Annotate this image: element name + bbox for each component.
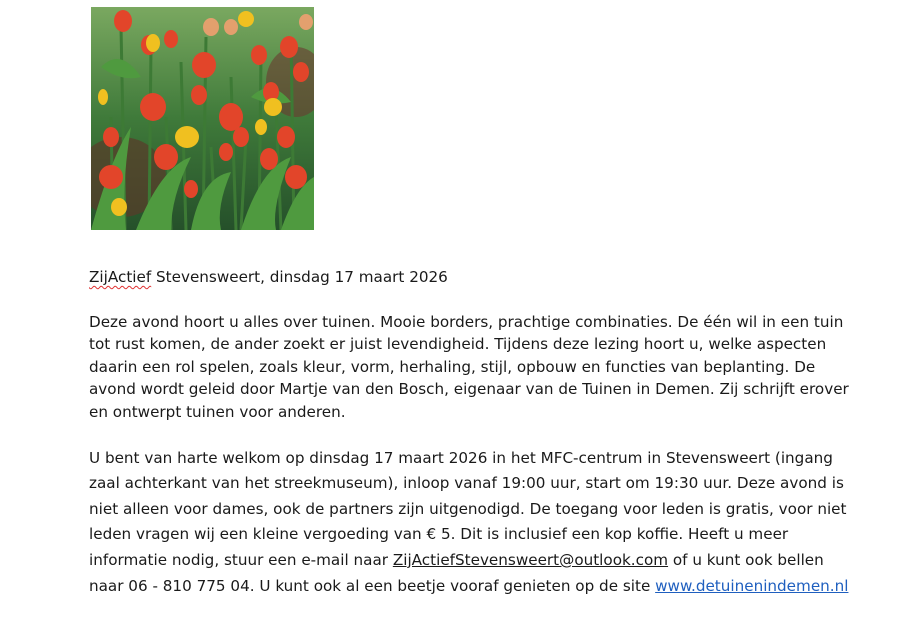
paragraph-line: en ontwerpt tuinen voor anderen. — [89, 402, 346, 421]
tulip-photo-icon — [91, 7, 314, 230]
website-link[interactable]: www.detuinenindemen.nl — [655, 576, 849, 595]
details-paragraph — [89, 446, 849, 600]
heading-date: Stevensweert, dinsdag 17 maart 2026 — [151, 268, 448, 286]
tulip-photo — [91, 7, 314, 230]
paragraph-line: niet alleen voor dames, ook de partners zijn uitgenodigd. De toegang voor leden is gratis, voor niet — [89, 499, 847, 518]
paragraph-line: leden vragen wij een kleine vergoeding van € 5. Dit is inclusief een kop koffie. Heeft u meer — [89, 525, 789, 544]
email-suffix: of u kunt ook bellen — [668, 550, 824, 569]
email-link[interactable]: ZijActiefStevensweert@outlook.com — [392, 550, 669, 569]
email-prefix: informatie nodig, stuur een e-mail naar — [89, 550, 393, 569]
paragraph-line: daarin een rol spelen, zoals kleur, vorm, herhaling, stijl, opbouw en functies van beplanting. De — [89, 357, 816, 376]
document-body — [89, 266, 849, 599]
paragraph-line-email — [89, 548, 849, 574]
paragraph-line-website — [89, 574, 849, 600]
website-prefix: naar 06 - 810 775 04. U kunt ook al een beetje vooraf genieten op de site — [89, 576, 656, 595]
heading-org-name: ZijActief — [89, 268, 152, 286]
paragraph-line: U bent van harte welkom op dinsdag 17 maart 2026 in het MFC-centrum in Stevensweert (ingang — [89, 448, 833, 467]
paragraph-line: zaal achterkant van het streekmuseum), inloop vanaf 19:00 uur, start om 19:30 uur. Deze avond is — [89, 474, 844, 493]
event-heading — [89, 266, 849, 289]
intro-paragraph — [89, 311, 849, 424]
paragraph-line: avond wordt geleid door Martje van den Bosch, eigenaar van de Tuinen in Demen. Zij schrijft erover — [89, 380, 849, 399]
paragraph-line: tot rust komen, de ander zoekt er juist levendigheid. Tijdens deze lezing hoort u, welke aspecten — [89, 335, 827, 354]
paragraph-line: Deze avond hoort u alles over tuinen. Mooie borders, prachtige combinaties. De één wil in een tuin — [89, 312, 844, 331]
